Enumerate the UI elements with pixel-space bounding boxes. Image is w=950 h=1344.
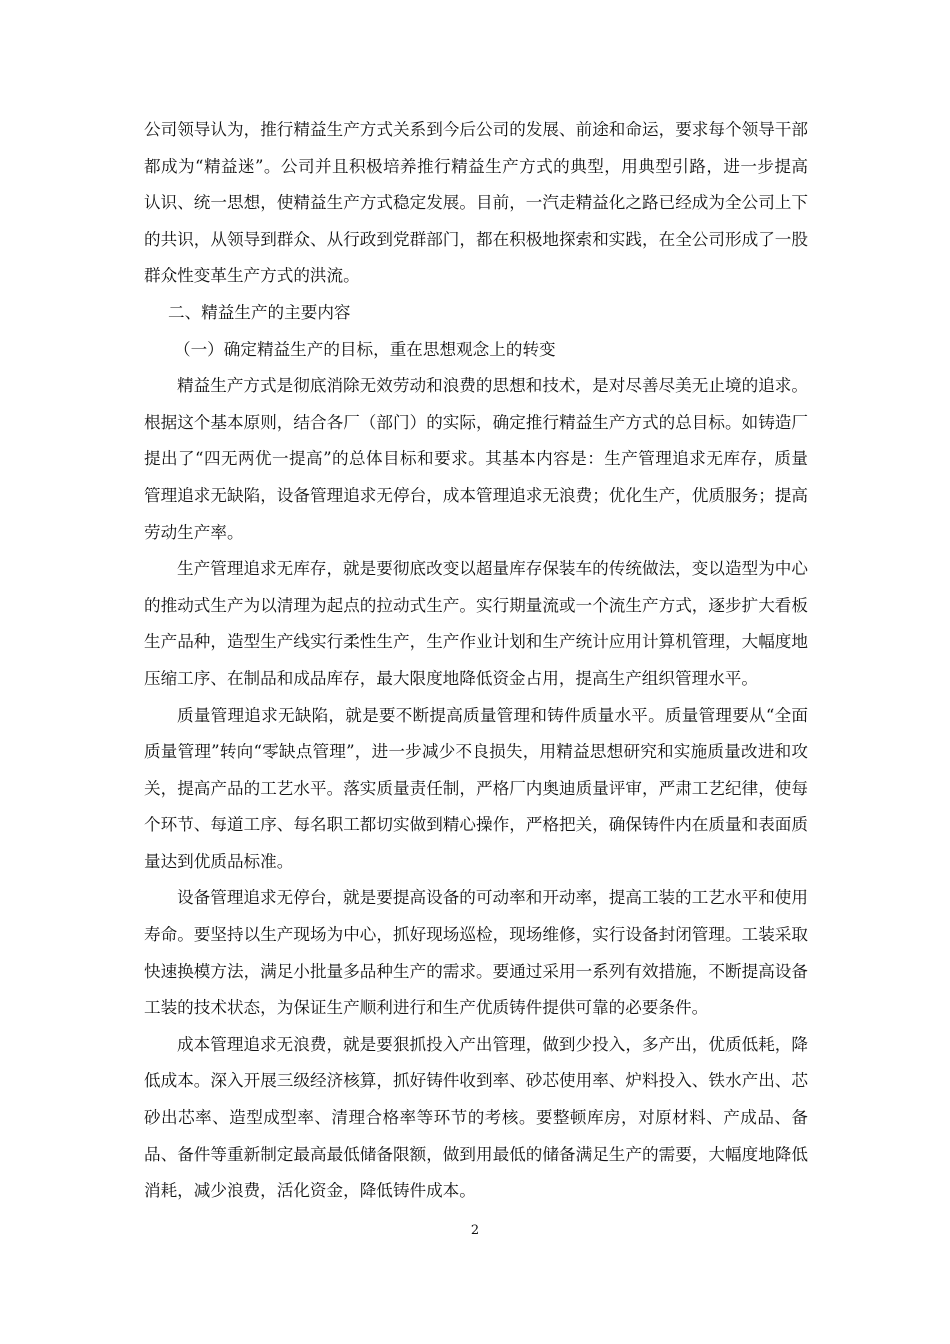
subsection-heading-goals: （一）确定精益生产的目标，重在思想观念上的转变 xyxy=(174,339,556,359)
paragraph-leadership-consensus: 公司领导认为，推行精益生产方式关系到今后公司的发展、前途和命运，要求每个领导干部都成为“精益迷”。公司并且积极培养推行精益生产方式的典型，用典型引路，进一步提高认识、统一思想，使精益生产方式稳定发展。目前，一汽走精益化之路已经成为全公司上下的共识，从领导到群众、从行政到党群部门，都在积极地探索和实践，在全公司形成了一股群众性变革生产方式的洪流。 xyxy=(144,120,808,286)
paragraph-quality-management: 质量管理追求无缺陷，就是要不断提高质量管理和铸件质量水平。质量管理要从“全面质量管理”转向“零缺点管理”，进一步减少不良损失，用精益思想研究和实施质量改进和攻关，提高产品的工艺水平。落实质量责任制，严格厂内奥迪质量评审，严肃工艺纪律，使每个环节、每道工序、每名职工都切实做到精心操作，严格把关，确保铸件内在质量和表面质量达到优质品标准。 xyxy=(144,705,808,871)
section-heading-main-content: 二、精益生产的主要内容 xyxy=(168,302,351,322)
document-body xyxy=(144,112,808,1210)
paragraph-cost-management: 成本管理追求无浪费，就是要狠抓投入产出管理，做到少投入，多产出，优质低耗，降低成本。深入开展三级经济核算，抓好铸件收到率、砂芯使用率、炉料投入、铁水产出、芯砂出芯率、造型成型率、清理合格率等环节的考核。要整顿库房，对原材料、产成品、备品、备件等重新制定最高最低储备限额，做到用最低的储备满足生产的需要，大幅度地降低消耗，减少浪费，活化资金，降低铸件成本。 xyxy=(144,1034,808,1201)
page-number: 2 xyxy=(470,1223,480,1238)
paragraph-equipment-management: 设备管理追求无停台，就是要提高设备的可动率和开动率，提高工装的工艺水平和使用寿命。要坚持以生产现场为中心，抓好现场巡检，现场维修，实行设备封闭管理。工装采取快速换模方法，满足小批量多品种生产的需求。要通过采用一系列有效措施，不断提高设备工装的技术状态，为保证生产顺利进行和生产优质铸件提供可靠的必要条件。 xyxy=(144,888,808,1018)
paragraph-overall-goal: 精益生产方式是彻底消除无效劳动和浪费的思想和技术，是对尽善尽美无止境的追求。根据这个基本原则，结合各厂（部门）的实际，确定推行精益生产方式的总目标。如铸造厂提出了“四无两优一提高”的总体目标和要求。其基本内容是：生产管理追求无库存，质量管理追求无缺陷，设备管理追求无停台，成本管理追求无浪费；优化生产，优质服务；提高劳动生产率。 xyxy=(144,376,808,542)
paragraph-production-management: 生产管理追求无库存，就是要彻底改变以超量库存保装车的传统做法，变以造型为中心的推动式生产为以清理为起点的拉动式生产。实行期量流或一个流生产方式，逐步扩大看板生产品种，造型生产线实行柔性生产，生产作业计划和生产统计应用计算机管理，大幅度地压缩工序、在制品和成品库存，最大限度地降低资金占用，提高生产组织管理水平。 xyxy=(144,559,808,688)
